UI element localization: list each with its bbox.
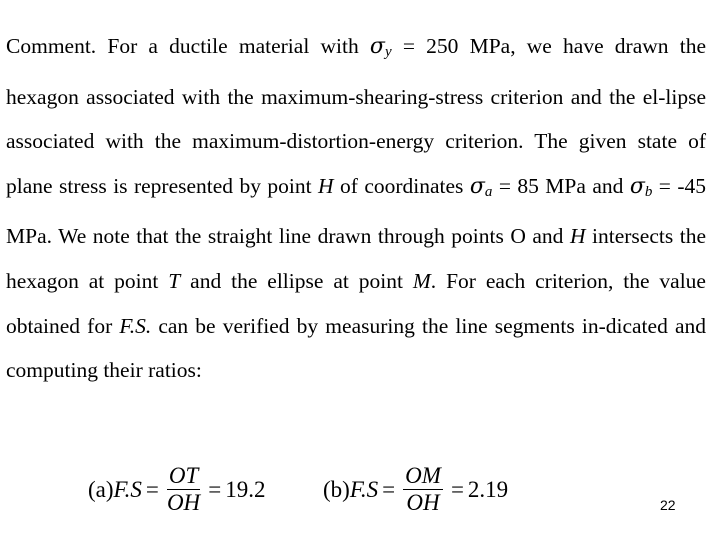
page-number: 22 xyxy=(660,497,676,513)
sigma-y-symbol: σ xyxy=(369,34,385,59)
text-segment: and the ellipse at point xyxy=(180,268,413,293)
sigma-a-subscript: a xyxy=(484,183,493,200)
formula-a-value: 19.2 xyxy=(225,476,266,502)
formula-b-equals: = xyxy=(450,476,464,502)
formula-a-lhs: F.S xyxy=(113,476,142,502)
point-t-label: T xyxy=(168,268,181,293)
formula-a-equals: = xyxy=(208,476,222,502)
formula-a-denominator: OH xyxy=(166,490,201,515)
formula-a-fraction xyxy=(167,464,200,515)
formula-b-lhs: F.S xyxy=(349,476,379,502)
formula-a xyxy=(88,464,266,515)
formula-b-equals: = xyxy=(382,476,396,502)
formula-b xyxy=(323,464,508,515)
text-segment: = 250 MPa, we have drawn the hexagon associated with the maximum-shearing-stress criterion and the el-lipse associated with the maximum-distortion-energy criterion. The given state of plane stress is represented by point xyxy=(6,34,706,198)
point-h-label: H xyxy=(318,173,334,198)
text-segment: Comment. For a ductile material with xyxy=(6,34,370,58)
text-segment: intersects the hexagon at point xyxy=(6,224,706,293)
sigma-y-subscript: y xyxy=(384,44,392,60)
text-segment: can be verified by measuring the line segments in-dicated and computing their ratios: xyxy=(6,313,706,383)
formula-b-value: 2.19 xyxy=(467,476,509,502)
formula-a-numerator: OT xyxy=(168,463,199,488)
text-segment: = -45 MPa. We note that the straight line drawn through points O and xyxy=(6,173,706,249)
point-h-label: H xyxy=(569,224,586,249)
formula-a-equals: = xyxy=(145,476,159,502)
formula-b-fraction xyxy=(403,464,443,515)
sigma-b-symbol: σ xyxy=(629,173,645,199)
sigma-a-symbol: σ xyxy=(469,173,485,199)
text-segment: of coordinates xyxy=(333,173,470,198)
formula-b-denominator: OH xyxy=(406,490,440,515)
point-m-label: M xyxy=(412,268,431,293)
text-segment: . For each criterion, the value obtained for xyxy=(6,268,706,338)
formula-a-label: (a) xyxy=(88,476,114,502)
comment-paragraph xyxy=(6,24,706,393)
formula-b-numerator: OM xyxy=(405,463,441,488)
formula-b-label: (b) xyxy=(323,476,350,502)
sigma-b-subscript: b xyxy=(644,183,653,200)
text-segment: = 85 MPa and xyxy=(492,173,630,198)
fs-label: F.S. xyxy=(119,313,152,338)
